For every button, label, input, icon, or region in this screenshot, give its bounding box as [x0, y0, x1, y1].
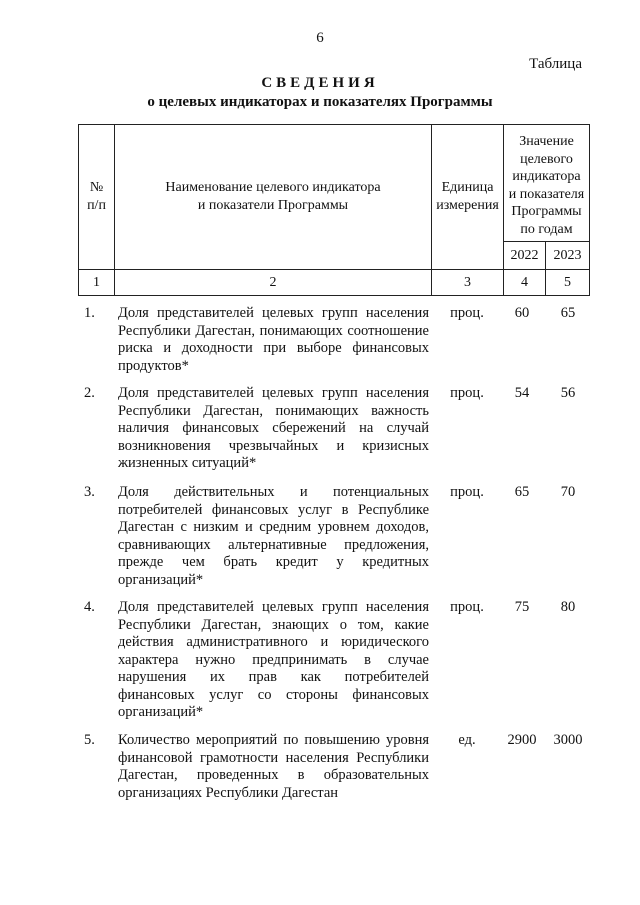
unit: проц. — [450, 305, 484, 321]
unit: ед. — [458, 732, 476, 748]
value-2022: 2900 — [507, 732, 537, 748]
column-number-2: 2 — [269, 274, 277, 290]
column-number-1: 1 — [93, 274, 100, 290]
table-label: Таблица — [529, 56, 582, 72]
unit: проц. — [450, 599, 484, 615]
row-number: 4. — [84, 599, 95, 615]
column-number-4: 4 — [521, 274, 528, 290]
indicator-name: Доля действительных и потенциальных потребителей финансовых услуг в Республике Дагестан с низким и средним уровнем доходов, сравнивающих альтернативные предложения, прежде чем брать кредит у кредитных организаций* — [118, 484, 429, 588]
table-header — [78, 124, 590, 296]
value-2022: 60 — [514, 305, 530, 321]
value-2022: 54 — [514, 385, 530, 401]
indicator-name: Доля представителей целевых групп населения Республики Дагестан, знающих о том, какие действия административного и юридического характера нужно предпринимать в случае нарушения их прав как потребителей финансовых услуг со стороны финансовых организаций* — [118, 599, 429, 720]
column-number-5: 5 — [564, 274, 571, 290]
header-name: Наименование целевого индикатора и показатели Программы — [165, 179, 381, 213]
value-2023: 56 — [560, 385, 576, 401]
indicator-name: Доля представителей целевых групп населения Республики Дагестан, понимающих соотношение риска и доходности при выборе финансовых продуктов* — [118, 305, 429, 374]
indicator-name: Доля представителей целевых групп населения Республики Дагестан, понимающих важность наличия финансовых сбережений на случай возникновения чрезвычайных и кризисных жизненных ситуаций* — [118, 385, 429, 471]
row-number: 5. — [84, 732, 95, 748]
unit: проц. — [450, 484, 484, 500]
value-2023: 80 — [560, 599, 576, 615]
document-title — [0, 74, 640, 112]
unit: проц. — [450, 385, 484, 401]
value-2023: 65 — [560, 305, 576, 321]
title-line-1: СВЕДЕНИЯ — [261, 75, 379, 91]
column-number-3: 3 — [464, 274, 471, 290]
title-line-2: о целевых индикаторах и показателях Программы — [147, 94, 493, 110]
value-2022: 75 — [514, 599, 530, 615]
value-2023: 70 — [560, 484, 576, 500]
header-value: Значение целевого индикатора и показателя Программы по годам — [508, 134, 585, 237]
page-number: 6 — [316, 30, 324, 46]
value-2023: 3000 — [553, 732, 583, 748]
row-number: 2. — [84, 385, 95, 401]
indicator-name: Количество мероприятий по повышению уровня финансовой грамотности населения Республики Дагестан, проведенных в образовательных организациях Республики Дагестан — [118, 732, 429, 801]
header-year-2022: 2022 — [510, 247, 539, 263]
header-no: № п/п — [87, 179, 106, 213]
row-number: 1. — [84, 305, 95, 321]
value-2022: 65 — [514, 484, 530, 500]
header-unit: Единица измерения — [436, 179, 499, 213]
header-year-2023: 2023 — [553, 247, 582, 263]
row-number: 3. — [84, 484, 95, 500]
